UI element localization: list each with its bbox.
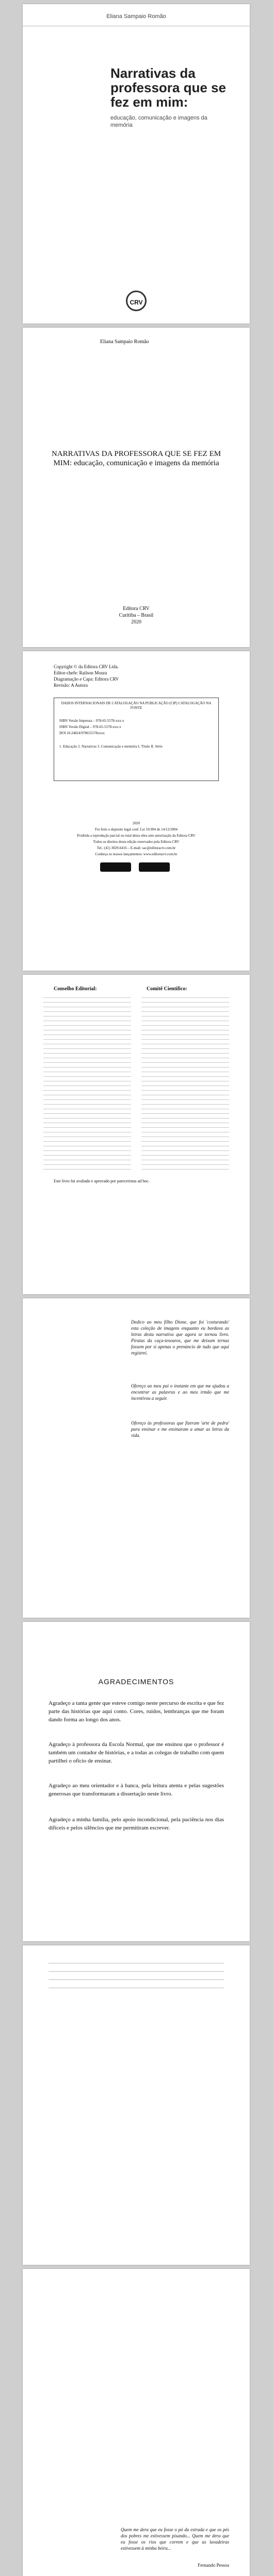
isbn-print: ISBN Versão Impressa – 978-65-5578-xxx-x [59, 719, 124, 723]
dedication-p2: Ofereço ao meu pai o instante em que me ajudou a encontrar as palavras e ao meu irmão que me incentivou a seguir. [131, 1383, 229, 1401]
app-store-badge[interactable] [100, 862, 131, 872]
quote-author: Fernando Pessoa [198, 2563, 229, 2568]
catalog-note: 1. Educação 2. Narrativas 3. Comunicação e memória I. Título II. Série [59, 744, 163, 749]
board-left-heading: Conselho Editorial: [54, 986, 97, 992]
boards-page [23, 975, 250, 1294]
board-footer-note: Este livro foi avaliado e aprovado por pareceristas ad hoc. [54, 1179, 150, 1183]
design-line: Diagramação e Capa: Editora CRV [54, 676, 119, 682]
ack-p2: Agradeço à professora da Escola Normal, que me ensinou que o professor é também um contador de histórias, e a todas as colegas de trabalho com quem partilhei o ofício de ensinar. [49, 1741, 224, 1764]
board-left-list [43, 994, 131, 1170]
editor-line: Editor-chefe: Railson Moura [54, 670, 107, 675]
cover-author: Eliana Sampaio Romão [106, 13, 166, 20]
title-page-year: 2020 [131, 619, 141, 625]
board-right-heading: Comitê Científico: [147, 986, 187, 992]
title-page-author: Eliana Sampaio Romão [100, 339, 149, 345]
quote-page [23, 2269, 250, 2576]
cover-title: Narrativas da professora que se fez em mim: [110, 65, 226, 110]
acknowledgements-continued-page [23, 1945, 250, 2265]
credits-bottom-4: Tel.: (41) 3029-6416 – E-mail: sac@editoracrv.com.br [97, 846, 176, 850]
doi-line: DOI 10.24824/978655578xxxx [59, 731, 105, 735]
credits-page [23, 651, 250, 971]
credits-bottom-5: Conheça os nossos lançamentos: www.editoracrv.com.br [95, 852, 178, 856]
google-play-badge[interactable] [139, 862, 170, 872]
acknowledgements-page [23, 1622, 250, 1941]
title-page-publisher: Editora CRV [123, 606, 150, 612]
review-line: Revisão: A Autora [54, 683, 88, 688]
board-right-list [141, 994, 229, 1170]
ack-continued-text [49, 1958, 224, 1989]
title-page [23, 328, 250, 647]
cover-subtitle: educação, comunicação e imagens da memória [110, 115, 207, 128]
dedication-page [23, 1298, 250, 1618]
ack-p1: Agradeço a tanta gente que esteve comigo neste percurso de escrita e que fez parte das histórias que aqui conto. Cores, ruídos, lembranças que me foram dando forma ao longo dos anos. [49, 1700, 224, 1723]
ack-heading: AGRADECIMENTOS [98, 1677, 174, 1686]
title-page-place: Curitiba – Brasil [119, 613, 154, 618]
credits-bottom-2: Proibida a reprodução parcial ou total desta obra sem autorização da Editora CRV [77, 834, 196, 838]
catalog-box [54, 698, 219, 781]
isbn-digital: ISBN Versão Digital – 978-65-5578-xxx-x [59, 725, 121, 729]
dedication-p1: Dedico ao meu filho Dione, que foi 'costurando' esta coleção de imagens enquanto eu bordava as letras desta narrativa que agora se tornou livro. Piratas da caça-tesouros, que me deixam ternas fossem por si apenas o prenúncio de tudo que aqui registrei. [131, 1319, 229, 1355]
credits-bottom-3: Todos os direitos desta edição reservados pela Editora CRV [93, 840, 180, 844]
catalog-heading: DADOS INTERNACIONAIS DE CATALOGAÇÃO NA PUBLICAÇÃO (CIP) CATALOGAÇÃO NA FONTE [61, 701, 212, 710]
credits-bottom-1: Foi feito o depósito legal conf. Lei 10.994 de 14/12/2004 [94, 827, 178, 832]
copyright-line: Copyright © da Editora CRV Ltda. [54, 664, 119, 669]
ack-p3: Agradeço ao meu orientador e à banca, pela leitura atenta e pelas sugestões generosas que transformaram a dissertação neste livro. [49, 1783, 224, 1797]
ack-p4: Agradeço a minha família, pelo apoio incondicional, pela paciência nos dias difíceis e pelos silêncios que me permitiram escrever. [49, 1817, 224, 1831]
publisher-logo: CRV [126, 291, 147, 311]
dedication-p3: Ofereço às professoras que fizeram 'arte de pedra' para ensinar e me ensinaram a amar as letras da vida. [131, 1420, 229, 1438]
credits-bottom-0: 2020 [133, 821, 140, 825]
title-page-title: NARRATIVAS DA PROFESSORA QUE SE FEZ EM MIM: educação, comunicação e imagens da memória [51, 450, 221, 467]
cover-page [23, 4, 250, 324]
quote-text: Quem me dera que eu fosse o pó da estrada e que os pés dos pobres me estivessem pisando... Quem me dera que eu fosse os rios que correm e que as lavadeiras estivessem à minha beira... [121, 2527, 229, 2551]
